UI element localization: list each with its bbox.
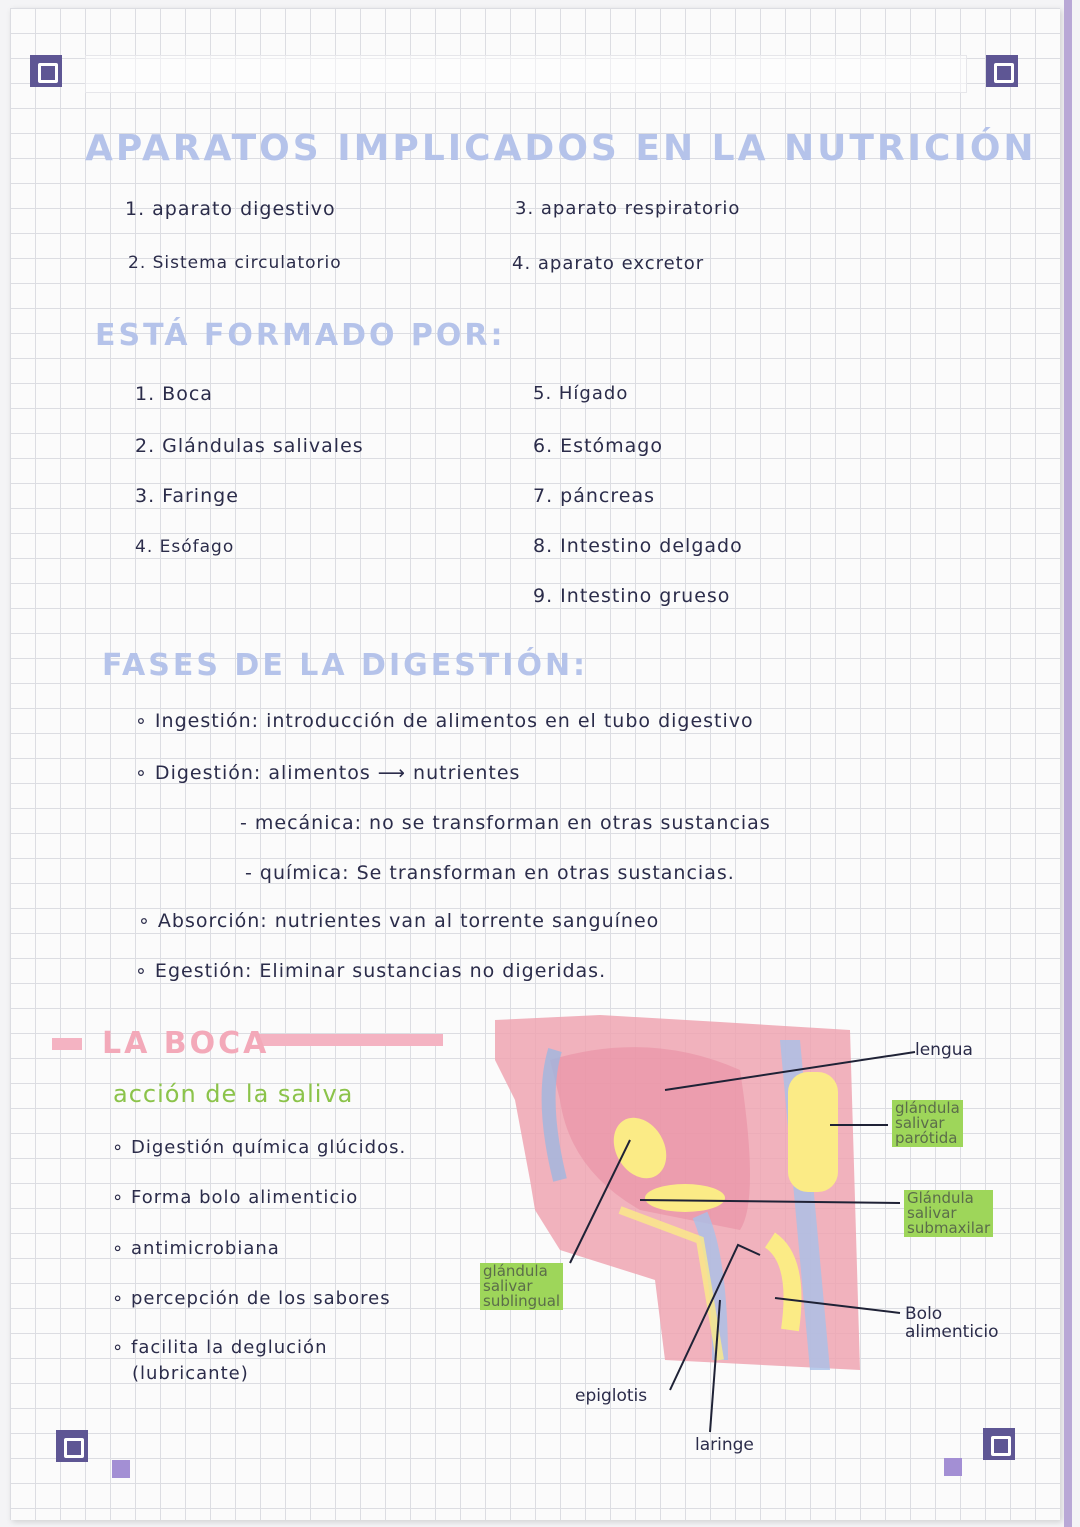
list-item: 9. Intestino grueso — [533, 585, 731, 607]
label-bolo: Bolo alimenticio — [905, 1304, 999, 1342]
list-item: 3. Faringe — [135, 485, 239, 507]
label-laringe: laringe — [695, 1435, 754, 1455]
label-lengua: lengua — [915, 1040, 973, 1060]
list-item: 4. Esófago — [135, 537, 235, 557]
phase-subitem: - mecánica: no se transforman en otras sustancias — [240, 812, 771, 834]
phase-item: ∘ Digestión: alimentos ⟶ nutrientes — [135, 762, 521, 784]
label-submaxilar: Glándula salivar submaxilar — [904, 1190, 993, 1237]
list-item: 5. Hígado — [533, 383, 629, 404]
list-item: 3. aparato respiratorio — [515, 198, 741, 219]
phase-item: ∘ Ingestión: introducción de alimentos en el tubo digestivo — [135, 710, 754, 732]
phase-item: ∘ Egestión: Eliminar sustancias no digeridas. — [135, 960, 607, 982]
label-sublingual: glándula salivar sublingual — [480, 1263, 563, 1310]
subheading: acción de la saliva — [113, 1080, 354, 1108]
list-item: ∘ Digestión química glúcidos. — [112, 1137, 407, 1158]
list-item: 2. Glándulas salivales — [135, 435, 364, 457]
section-heading: LA BOCA — [102, 1026, 270, 1061]
label-epiglotis: epiglotis — [575, 1386, 648, 1406]
page-title: APARATOS IMPLICADOS EN LA NUTRICIÓN — [85, 128, 1037, 169]
list-item: 1. Boca — [135, 383, 213, 405]
list-item: 7. páncreas — [533, 485, 655, 507]
list-item: (lubricante) — [132, 1363, 249, 1384]
phase-item: ∘ Absorción: nutrientes van al torrente sanguíneo — [138, 910, 660, 932]
list-item: 1. aparato digestivo — [125, 198, 336, 220]
list-item: 4. aparato excretor — [512, 253, 705, 274]
list-item: ∘ facilita la deglución — [112, 1337, 328, 1358]
list-item: 2. Sistema circulatorio — [128, 253, 342, 273]
section-heading: FASES DE LA DIGESTIÓN: — [102, 648, 589, 683]
label-parotida: glándula salivar parótida — [892, 1100, 963, 1147]
list-item: 6. Estómago — [533, 435, 663, 457]
list-item: 8. Intestino delgado — [533, 535, 743, 557]
list-item: ∘ antimicrobiana — [112, 1238, 280, 1259]
list-item: ∘ Forma bolo alimenticio — [112, 1187, 359, 1208]
section-heading: ESTÁ FORMADO POR: — [95, 318, 506, 353]
list-item: ∘ percepción de los sabores — [112, 1288, 391, 1309]
phase-subitem: - química: Se transforman en otras sustancias. — [245, 862, 735, 884]
